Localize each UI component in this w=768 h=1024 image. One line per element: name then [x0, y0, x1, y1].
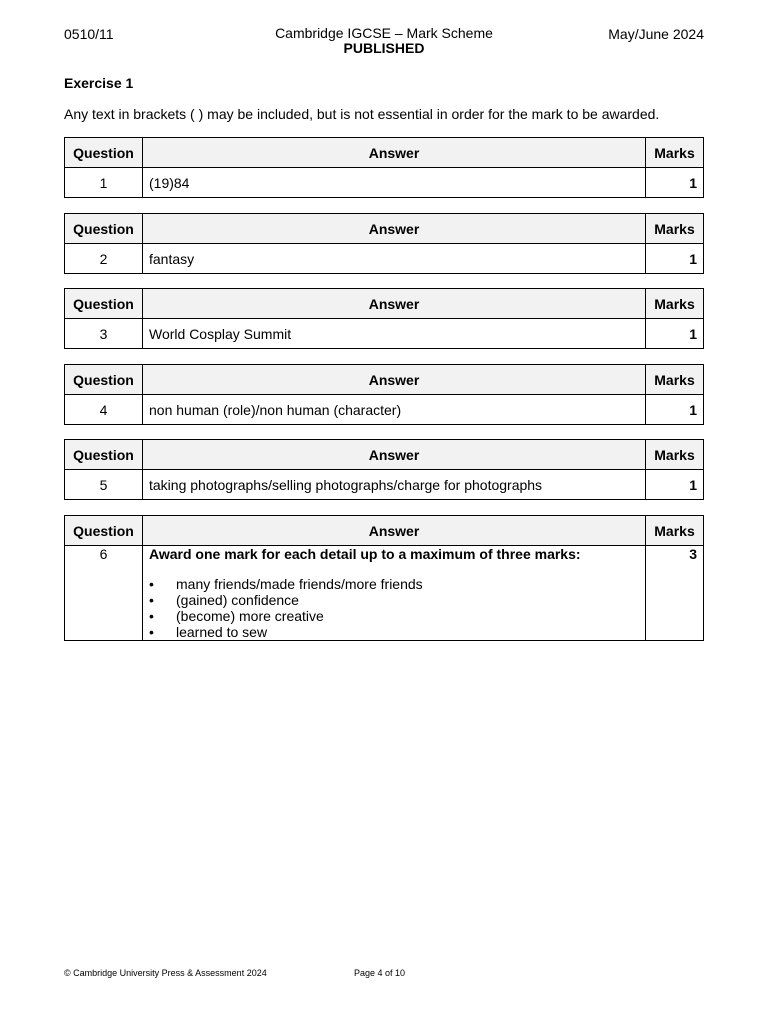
column-header-question: Question	[65, 214, 143, 244]
page-number: Page 4 of 10	[354, 968, 406, 978]
question-number: 6	[65, 546, 143, 641]
question-number: 2	[65, 244, 143, 274]
answer-cell: fantasy	[143, 244, 646, 274]
column-header-question: Question	[65, 138, 143, 168]
table-row	[65, 168, 704, 198]
answer-bullet-list	[149, 576, 639, 640]
column-header-question: Question	[65, 516, 143, 546]
table-row	[65, 395, 704, 425]
published-label: PUBLISHED	[343, 40, 425, 56]
question-number: 4	[65, 395, 143, 425]
column-header-marks: Marks	[646, 138, 704, 168]
question-table-6	[64, 515, 704, 641]
question-number: 3	[65, 319, 143, 349]
answer-cell: taking photographs/selling photographs/charge for photographs	[143, 470, 646, 500]
column-header-answer: Answer	[143, 214, 646, 244]
question-number: 5	[65, 470, 143, 500]
column-header-marks: Marks	[646, 365, 704, 395]
list-item: • many friends/made friends/more friends	[149, 576, 639, 592]
table-row	[65, 319, 704, 349]
column-header-answer: Answer	[143, 289, 646, 319]
answer-cell: (19)84	[143, 168, 646, 198]
question-table-1	[64, 137, 704, 198]
exercise-title: Exercise 1	[64, 75, 134, 91]
column-header-question: Question	[65, 365, 143, 395]
question-table-3	[64, 288, 704, 349]
table-header-row	[65, 516, 704, 546]
marks-cell: 1	[646, 395, 704, 425]
column-header-marks: Marks	[646, 516, 704, 546]
answer-cell: World Cosplay Summit	[143, 319, 646, 349]
column-header-answer: Answer	[143, 440, 646, 470]
list-item: • learned to sew	[149, 624, 639, 640]
list-item: • (become) more creative	[149, 608, 639, 624]
answer-cell	[143, 546, 646, 641]
question-table-5	[64, 439, 704, 500]
title-text: Cambridge IGCSE – Mark Scheme	[275, 25, 493, 41]
marks-cell: 1	[646, 470, 704, 500]
syllabus-code: 0510/11	[64, 26, 114, 42]
table-row	[65, 244, 704, 274]
marks-cell: 1	[646, 319, 704, 349]
document-title	[234, 26, 534, 56]
column-header-answer: Answer	[143, 516, 646, 546]
column-header-question: Question	[65, 289, 143, 319]
column-header-marks: Marks	[646, 440, 704, 470]
column-header-marks: Marks	[646, 214, 704, 244]
column-header-answer: Answer	[143, 138, 646, 168]
table-header-row	[65, 365, 704, 395]
column-header-marks: Marks	[646, 289, 704, 319]
award-instruction: Award one mark for each detail up to a maximum of three marks:	[149, 546, 581, 562]
session-label: May/June 2024	[608, 26, 704, 42]
table-header-row	[65, 138, 704, 168]
marks-cell: 1	[646, 168, 704, 198]
table-header-row	[65, 214, 704, 244]
table-row	[65, 546, 704, 641]
question-table-2	[64, 213, 704, 274]
table-header-row	[65, 440, 704, 470]
instruction-note: Any text in brackets ( ) may be included, but is not essential in order for the mark to be awarded.	[64, 106, 660, 122]
question-number: 1	[65, 168, 143, 198]
list-item: • (gained) confidence	[149, 592, 639, 608]
marks-cell: 3	[646, 546, 704, 641]
question-table-4	[64, 364, 704, 425]
table-header-row	[65, 289, 704, 319]
marks-cell: 1	[646, 244, 704, 274]
copyright-notice: © Cambridge University Press & Assessment 2024	[64, 968, 267, 978]
column-header-question: Question	[65, 440, 143, 470]
table-row	[65, 470, 704, 500]
answer-cell: non human (role)/non human (character)	[143, 395, 646, 425]
column-header-answer: Answer	[143, 365, 646, 395]
